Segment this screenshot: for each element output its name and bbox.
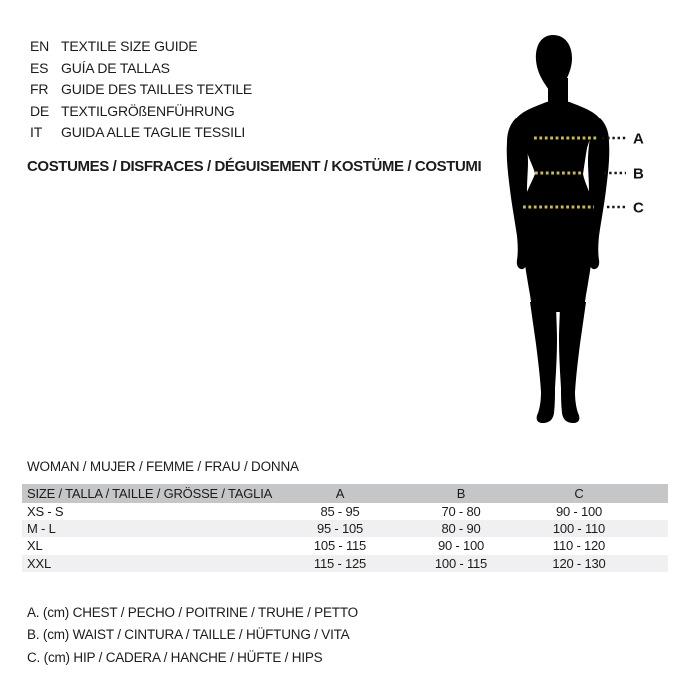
language-title: GUIDA ALLE TAGLIE TESSILI [61,124,246,140]
size-cell: XL [27,538,43,554]
size-column-header: SIZE / TALLA / TAILLE / GRÖSSE / TAGLIA [27,486,273,501]
waist-range-cell: 80 - 90 [441,521,481,537]
language-row-de [30,101,252,123]
hip-range-cell: 120 - 130 [552,555,606,571]
chest-range-cell: 85 - 95 [320,504,360,520]
language-code: FR [30,81,49,97]
table-row [22,555,668,572]
table-row [22,520,668,537]
language-title: TEXTILGRÖßENFÜHRUNG [61,102,235,119]
woman-silhouette-figure [480,28,665,430]
size-table [22,484,668,572]
language-code: EN [30,38,50,54]
size-cell: XXL [27,555,51,571]
language-row-en [30,36,252,58]
legend-line-waist: B. (cm) WAIST / CINTURA / TAILLE / HÜFTUNG / VITA [27,627,350,643]
hip-range-cell: 110 - 120 [552,538,606,554]
language-code: DE [30,102,50,119]
size-table-header-row [22,484,668,503]
size-cell: XS - S [27,504,64,520]
chest-range-cell: 95 - 105 [316,521,364,537]
language-title: TEXTILE SIZE GUIDE [61,38,198,54]
language-row-fr [30,79,252,101]
chest-range-cell: 115 - 125 [313,555,367,571]
chest-range-cell: 105 - 115 [313,538,367,554]
waist-range-cell: 70 - 80 [441,504,481,520]
legend-line-chest: A. (cm) CHEST / PECHO / POITRINE / TRUHE / PETTO [27,605,358,620]
silhouette-right-leg [559,302,586,423]
language-title-list [30,36,252,144]
hip-range-cell: 90 - 100 [555,504,603,520]
column-header-a: A [335,486,345,501]
hip-range-cell: 100 - 110 [552,521,606,537]
woman-silhouette [507,35,610,423]
waist-measure-label: B [633,165,644,183]
legend-line-hip: C. (cm) HIP / CADERA / HANCHE / HÜFTE / HIPS [27,649,323,665]
chest-measure-label: A [633,130,644,148]
language-row-es [30,58,252,80]
language-code: IT [30,124,43,140]
hip-measure-label: C [633,199,644,217]
measurement-legend [27,602,358,669]
size-cell: M - L [27,521,56,537]
language-title: GUIDE DES TAILLES TEXTILE [61,81,253,97]
waist-range-cell: 100 - 115 [434,555,488,571]
table-row [22,503,668,520]
column-header-b: B [456,486,466,501]
category-title: COSTUMES / DISFRACES / DÉGUISEMENT / KOSTÜME / COSTUMI [27,158,482,175]
language-row-it [30,122,252,144]
language-code: ES [30,59,49,76]
gender-heading: WOMAN / MUJER / FEMME / FRAU / DONNA [27,459,299,474]
waist-range-cell: 90 - 100 [437,538,485,554]
language-title: GUÍA DE TALLAS [61,59,170,76]
table-row [22,537,668,554]
silhouette-left-leg [530,302,557,423]
column-header-c: C [574,486,584,501]
